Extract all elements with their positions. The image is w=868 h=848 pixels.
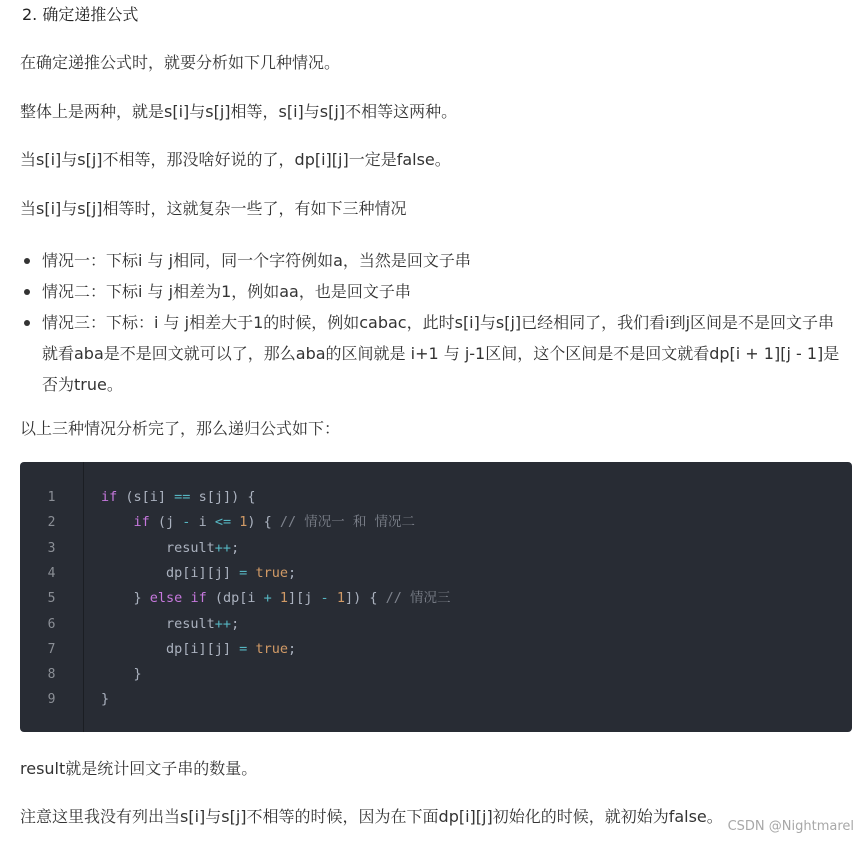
code-token: dp[i][j] bbox=[101, 640, 240, 657]
code-token: ; bbox=[231, 615, 240, 632]
code-token: - bbox=[320, 590, 329, 607]
list-item bbox=[20, 307, 850, 400]
paragraph-two-cases: 整体上是两种，就是s[i]与s[j]相等，s[i]与s[j]不相等这两种。 bbox=[20, 102, 458, 121]
csdn-watermark: CSDN @Nightmarel bbox=[727, 819, 854, 834]
code-token: ) { bbox=[247, 514, 280, 531]
paragraph-result: result就是统计回文子串的数量。 bbox=[20, 759, 258, 778]
code-token: - bbox=[182, 514, 191, 531]
code-token bbox=[272, 590, 280, 606]
code-token: if bbox=[190, 590, 207, 607]
case-one-text: 情况一：下标i 与 j相同，同一个字符例如a，当然是回文子串 bbox=[42, 251, 471, 270]
line-number: 1 bbox=[47, 490, 56, 505]
code-token: = bbox=[239, 640, 248, 657]
list-item bbox=[20, 276, 850, 307]
code-line bbox=[101, 662, 142, 687]
case-list bbox=[20, 245, 850, 400]
bullet-dot-icon bbox=[24, 289, 30, 295]
code-token: if bbox=[133, 514, 150, 531]
case-three-text: 情况三：下标：i 与 j相差大于1的时候，例如cabac，此时s[i]与s[j]已经相同了，我们看i到j区间是不是回文子串就看aba是不是回文就可以了，那么aba的区间就是 i+1 与 j-1区间，这个区间是不是回文就看dp[i + 1][j - 1]是否为true。 bbox=[42, 313, 840, 394]
code-line bbox=[101, 586, 451, 611]
code-token: <= bbox=[214, 514, 232, 531]
code-block[interactable] bbox=[20, 462, 852, 732]
code-line bbox=[101, 687, 109, 712]
line-number: 6 bbox=[47, 616, 56, 632]
line-number: 3 bbox=[47, 540, 56, 556]
code-token: true bbox=[255, 640, 288, 657]
code-token: ; bbox=[287, 564, 297, 581]
code-line bbox=[101, 612, 239, 637]
code-token: } bbox=[101, 691, 110, 708]
code-token: // 情况三 bbox=[385, 590, 451, 607]
code-token: ++ bbox=[214, 615, 232, 632]
case-two-text: 情况二：下标i 与 j相差为1，例如aa，也是回文子串 bbox=[42, 282, 411, 301]
code-token: } bbox=[101, 666, 142, 683]
code-token: (j bbox=[149, 514, 183, 531]
code-token: ][j bbox=[288, 590, 321, 607]
code-token: == bbox=[174, 489, 191, 505]
line-number-gutter bbox=[20, 462, 84, 732]
line-number: 5 bbox=[47, 591, 56, 607]
section-heading: 2. 确定递推公式 bbox=[22, 5, 139, 24]
paragraph-equal: 当s[i]与s[j]相等时，这就复杂一些了，有如下三种情况 bbox=[20, 199, 407, 218]
code-token: // 情况一 和 情况二 bbox=[279, 514, 416, 531]
code-line bbox=[101, 637, 296, 662]
line-number: 4 bbox=[47, 565, 56, 581]
paragraph-intro: 在确定递推公式时，就要分析如下几种情况。 bbox=[20, 53, 341, 72]
code-token: s[j]) { bbox=[190, 489, 256, 505]
paragraph-summary: 以上三种情况分析完了，那么递归公式如下： bbox=[20, 419, 341, 438]
code-token: (dp[i bbox=[206, 590, 264, 607]
code-token: (s[i] bbox=[117, 489, 175, 505]
code-line bbox=[101, 561, 296, 586]
code-token: true bbox=[255, 564, 288, 581]
code-token: } bbox=[101, 590, 150, 607]
code-token: 1 bbox=[239, 514, 248, 531]
code-token: 1 bbox=[279, 590, 289, 607]
code-token: + bbox=[263, 590, 272, 607]
code-token bbox=[101, 514, 134, 530]
code-line bbox=[101, 510, 415, 535]
code-token: i bbox=[190, 514, 215, 531]
code-token: = bbox=[239, 564, 248, 581]
code-token: else bbox=[149, 590, 183, 607]
code-token: ; bbox=[231, 539, 240, 556]
line-number: 7 bbox=[47, 641, 56, 657]
code-token: ; bbox=[287, 640, 297, 657]
code-token bbox=[231, 514, 239, 530]
line-number: 9 bbox=[47, 692, 56, 708]
code-line bbox=[101, 536, 239, 561]
line-number: 8 bbox=[47, 667, 56, 683]
code-token: 1 bbox=[336, 590, 345, 607]
paragraph-not-equal: 当s[i]与s[j]不相等，那没啥好说的了，dp[i][j]一定是false。 bbox=[20, 150, 451, 169]
code-line bbox=[101, 485, 255, 510]
list-item bbox=[20, 245, 850, 276]
code-token: if bbox=[101, 489, 118, 505]
paragraph-note: 注意这里我没有列出当s[i]与s[j]不相等的时候，因为在下面dp[i][j]初始化的时候，就初始为false。 bbox=[20, 807, 723, 826]
code-token: result bbox=[101, 539, 215, 556]
line-number: 2 bbox=[47, 515, 56, 531]
code-token: ++ bbox=[214, 539, 232, 556]
code-token bbox=[329, 590, 337, 606]
bullet-dot-icon bbox=[24, 320, 30, 326]
code-token: result bbox=[101, 615, 215, 632]
bullet-dot-icon bbox=[24, 258, 30, 264]
code-token: dp[i][j] bbox=[101, 564, 240, 581]
code-token: ]) { bbox=[344, 590, 386, 607]
